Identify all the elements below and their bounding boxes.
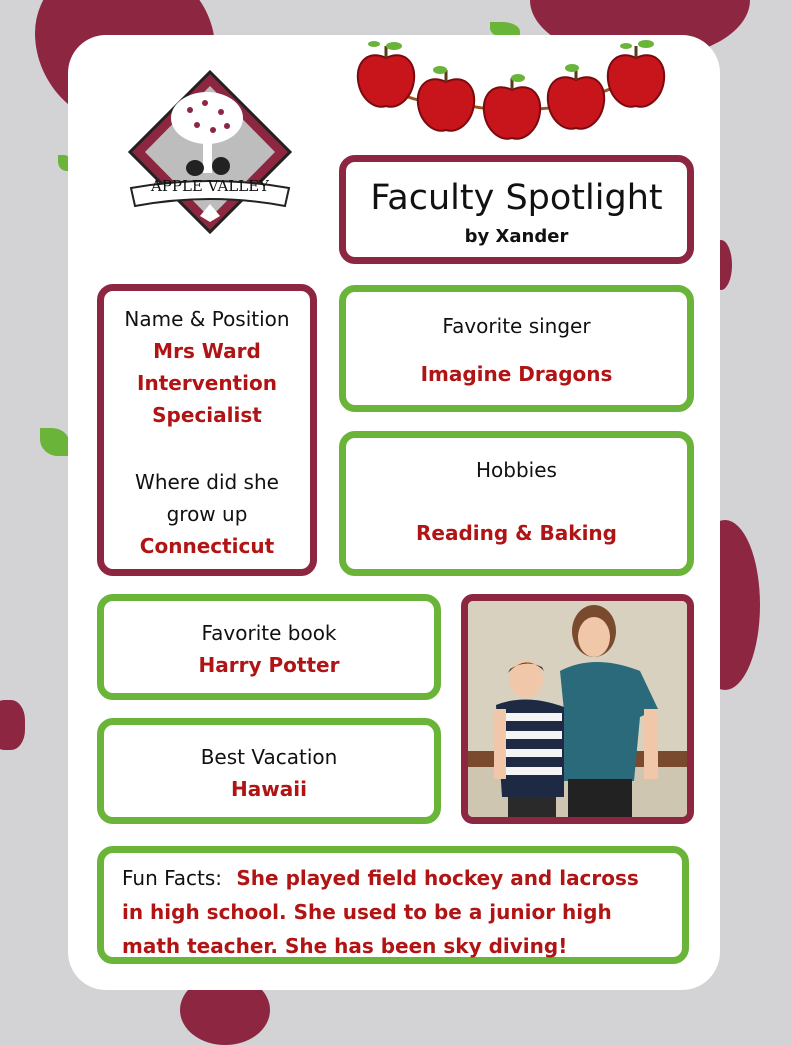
hobbies-value: Reading & Baking [415,521,617,545]
hobbies-box [339,431,694,576]
apple-icon [548,64,604,129]
grow-up-label-line-1: Where did she [135,470,279,494]
favorite-singer-box [339,285,694,412]
fun-facts-label: Fun Facts: [122,866,223,890]
page-title: Faculty Spotlight [370,178,663,218]
fun-facts-box [97,846,689,964]
teacher-name: Mrs Ward [153,339,261,363]
favorite-singer-value: Imagine Dragons [420,362,613,386]
apple-garland [350,30,680,150]
apple-icon [608,40,664,107]
apple-icon [484,74,540,139]
position-line-2: Specialist [152,403,262,427]
best-vacation-value: Hawaii [231,777,307,801]
logo-text: APPLE VALLEY [150,177,270,195]
favorite-singer-label: Favorite singer [442,314,591,338]
background-leaf [40,428,70,456]
grow-up-label-line-2: grow up [166,502,248,526]
best-vacation-box [97,718,441,824]
name-position-label: Name & Position [124,307,290,331]
fun-facts-text: She played field hockey and lacross in high school. She used to be a junior high math teacher. She has been sky diving! [122,866,639,958]
hobbies-label: Hobbies [476,458,557,482]
favorite-book-box [97,594,441,700]
byline: by Xander [464,226,569,247]
best-vacation-label: Best Vacation [200,745,338,769]
grow-up-value: Connecticut [139,534,275,558]
favorite-book-value: Harry Potter [198,653,340,677]
favorite-book-label: Favorite book [201,621,337,645]
apple-valley-logo [125,70,295,235]
name-position-box [97,284,317,576]
position-line-1: Intervention [137,371,277,395]
apple-icon [358,41,414,107]
teacher-student-photo [468,601,687,817]
title-box [339,155,694,264]
background-apple-shape [0,700,25,750]
apple-icon [418,66,474,131]
photo-frame [461,594,694,824]
